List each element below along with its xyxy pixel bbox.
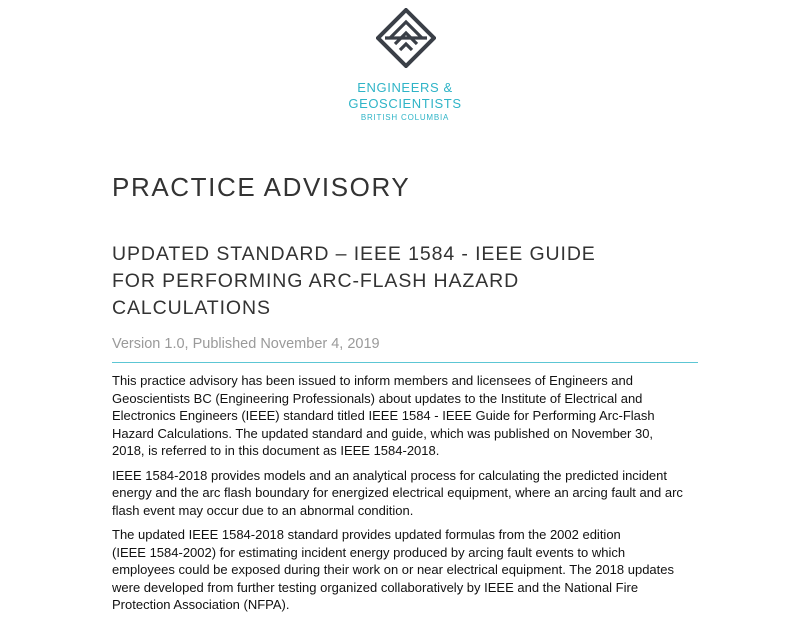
org-region: BRITISH COLUMBIA [360,113,450,122]
text-line: were developed from further testing organized collaboratively by IEEE and the National Fire [112,579,639,595]
document-type-heading: PRACTICE ADVISORY [112,172,411,202]
text-line: Protection Association (NFPA). [112,597,290,612]
title-line: FOR PERFORMING ARC-FLASH HAZARD [112,270,520,292]
paragraph-intro [112,372,712,460]
paragraph-updates [112,526,712,614]
text-line: employees could be exposed during their work on or near electrical equipment. The 2018 updates [112,562,674,577]
text-line: Electronics Engineers (IEEE) standard titled IEEE 1584 - IEEE Guide for Performing Arc-Flash [112,408,655,423]
text-line: energy and the arc flash boundary for energized electrical equipment, where an arcing fault and arc [112,485,683,500]
text-line: Hazard Calculations. The updated standard and guide, which was published on November 30, [112,425,654,441]
document-title [112,241,672,322]
text-line: This practice advisory has been issued to inform members and licensees of Engineers and [112,373,633,388]
version-info: Version 1.0, Published November 4, 2019 [112,336,380,352]
document-body [112,372,712,621]
title-line: CALCULATIONS [112,297,271,319]
text-line: Geoscientists BC (Engineering Professionals) about updates to the Institute of Electrical and [112,390,643,406]
org-name-line-2: GEOSCIENTISTS [348,96,462,111]
divider [112,362,698,363]
paragraph-scope [112,467,712,520]
text-line: IEEE 1584-2018 provides models and an analytical process for calculating the predicted incident [112,467,668,483]
title-line: UPDATED STANDARD – IEEE 1584 - IEEE GUIDE [112,243,596,265]
org-name-line-1: ENGINEERS & [357,80,453,95]
text-line: 2018, is referred to in this document as IEEE 1584-2018. [112,443,440,458]
text-line: flash event may occur due to an abnormal condition. [112,502,414,518]
text-line: (IEEE 1584-2002) for estimating incident energy produced by arcing fault events to which [112,544,626,560]
egbc-diamond-logo-icon [376,8,436,68]
text-line: The updated IEEE 1584-2018 standard provides updated formulas from the 2002 edition [112,527,621,542]
